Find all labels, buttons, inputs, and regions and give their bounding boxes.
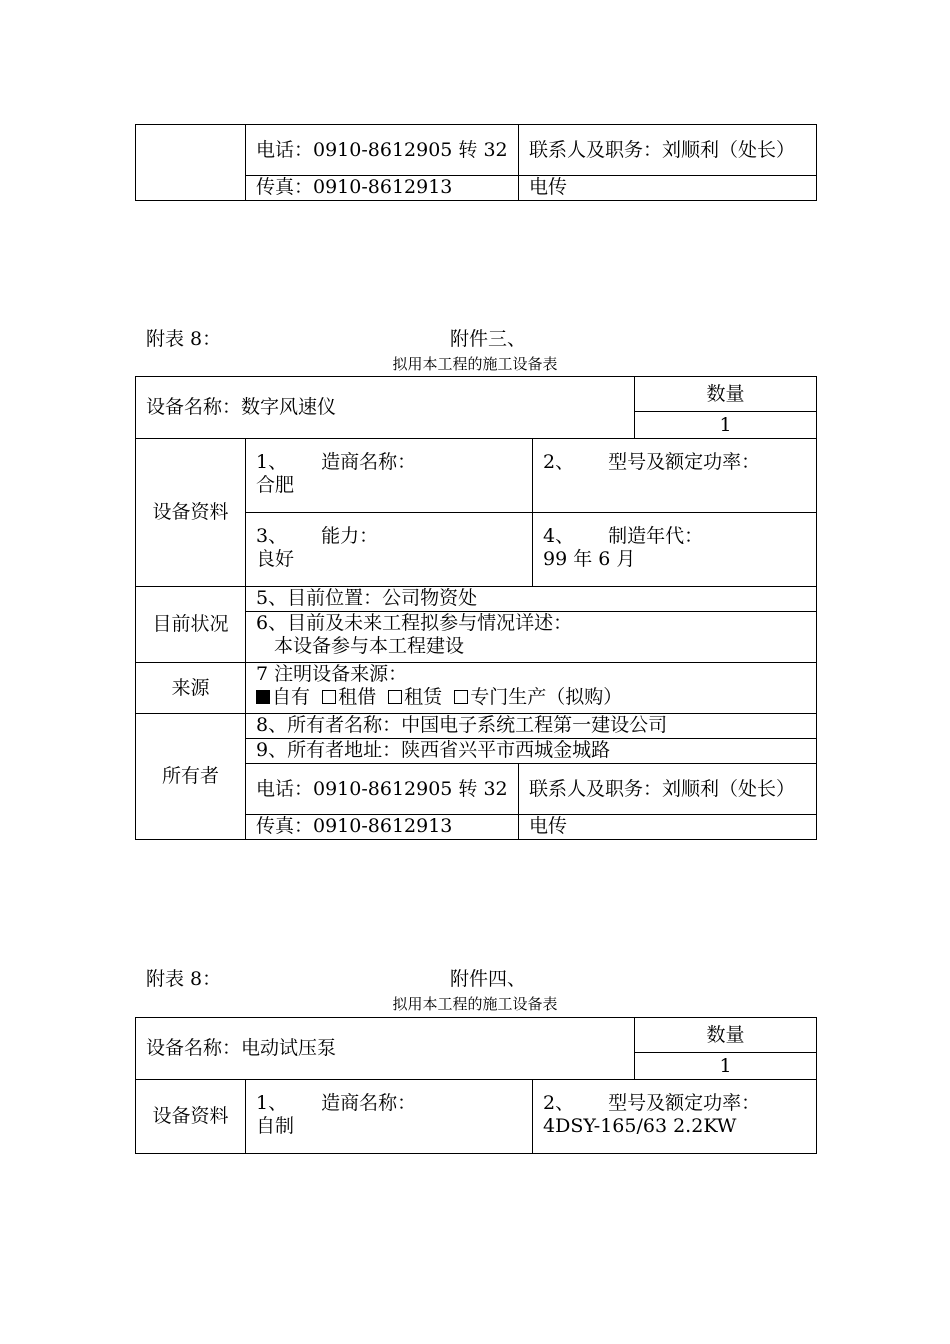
status-label-cell: 目前状况 <box>136 587 246 663</box>
model-cell <box>533 439 817 513</box>
equipment-table-1 <box>135 376 817 840</box>
source-label-cell: 来源 <box>136 663 246 714</box>
qty-value-cell: 1 <box>635 1053 817 1080</box>
model-value: 4DSY-165/63 2.2KW <box>543 1115 737 1137</box>
year-cell <box>533 513 817 587</box>
phone-cell: 电话：0910-8612905 转 32 <box>246 764 519 815</box>
owner-contact-table-top <box>135 124 817 201</box>
telegram-cell: 电传 <box>519 176 817 201</box>
future-value: 本设备参与本工程建设 <box>274 635 465 657</box>
appendix-label: 附表 8： <box>146 968 222 990</box>
contact-cell: 联系人及职务：刘顺利（处长） <box>519 125 817 176</box>
checkbox-empty-icon <box>454 690 468 704</box>
future-label: 6、目前及未来工程拟参与情况详述： <box>256 612 573 634</box>
owner-name-cell: 8、所有者名称：中国电子系统工程第一建设公司 <box>246 714 817 739</box>
checkbox-checked-icon <box>256 690 270 704</box>
maker-label: 造商名称： <box>321 1092 417 1114</box>
capacity-label: 能力： <box>321 525 379 547</box>
owner-label-cell <box>136 125 246 201</box>
opt-special: 专门生产（拟购） <box>470 686 623 708</box>
maker-cell <box>246 1080 533 1154</box>
model-label: 型号及额定功率： <box>608 451 761 473</box>
model-label: 型号及额定功率： <box>608 1092 761 1114</box>
equipment-table-2 <box>135 1017 817 1154</box>
maker-value: 合肥 <box>256 474 295 496</box>
capacity-num: 3、 <box>256 525 288 547</box>
maker-value: 自制 <box>256 1115 295 1137</box>
maker-num: 1、 <box>256 451 288 473</box>
qty-label-cell: 数量 <box>635 377 817 412</box>
equipment-name-cell: 设备名称：电动试压泵 <box>136 1018 635 1080</box>
qty-value-cell: 1 <box>635 412 817 439</box>
year-value: 99 年 6 月 <box>543 548 636 570</box>
attachment-title: 附件三、 <box>450 328 527 350</box>
model-num: 2、 <box>543 451 575 473</box>
info-label-cell: 设备资料 <box>136 439 246 587</box>
qty-label-cell: 数量 <box>635 1018 817 1053</box>
phone-cell: 电话：0910-8612905 转 32 <box>246 125 519 176</box>
year-label: 制造年代： <box>608 525 704 547</box>
fax-cell: 传真：0910-8612913 <box>246 176 519 201</box>
source-title: 7 注明设备来源： <box>256 663 408 685</box>
opt-lease: 租赁 <box>404 686 443 708</box>
model-num: 2、 <box>543 1092 575 1114</box>
maker-label: 造商名称： <box>321 451 417 473</box>
telegram-cell: 电传 <box>519 815 817 840</box>
model-cell <box>533 1080 817 1154</box>
table-subtitle: 拟用本工程的施工设备表 <box>392 995 558 1013</box>
checkbox-empty-icon <box>388 690 402 704</box>
future-cell <box>246 612 817 663</box>
attachment-title: 附件四、 <box>450 968 527 990</box>
opt-own: 自有 <box>272 686 311 708</box>
year-num: 4、 <box>543 525 575 547</box>
capacity-cell <box>246 513 533 587</box>
opt-borrow: 租借 <box>338 686 377 708</box>
owner-label-cell: 所有者 <box>136 714 246 840</box>
fax-cell: 传真：0910-8612913 <box>246 815 519 840</box>
equipment-name-cell: 设备名称：数字风速仪 <box>136 377 635 439</box>
maker-cell <box>246 439 533 513</box>
info-label-cell: 设备资料 <box>136 1080 246 1154</box>
maker-num: 1、 <box>256 1092 288 1114</box>
table-subtitle: 拟用本工程的施工设备表 <box>392 355 558 373</box>
appendix-label: 附表 8： <box>146 328 222 350</box>
location-cell: 5、目前位置：公司物资处 <box>246 587 817 612</box>
capacity-value: 良好 <box>256 548 295 570</box>
contact-cell: 联系人及职务：刘顺利（处长） <box>519 764 817 815</box>
owner-addr-cell: 9、所有者地址：陕西省兴平市西城金城路 <box>246 739 817 764</box>
source-cell <box>246 663 817 714</box>
checkbox-empty-icon <box>322 690 336 704</box>
